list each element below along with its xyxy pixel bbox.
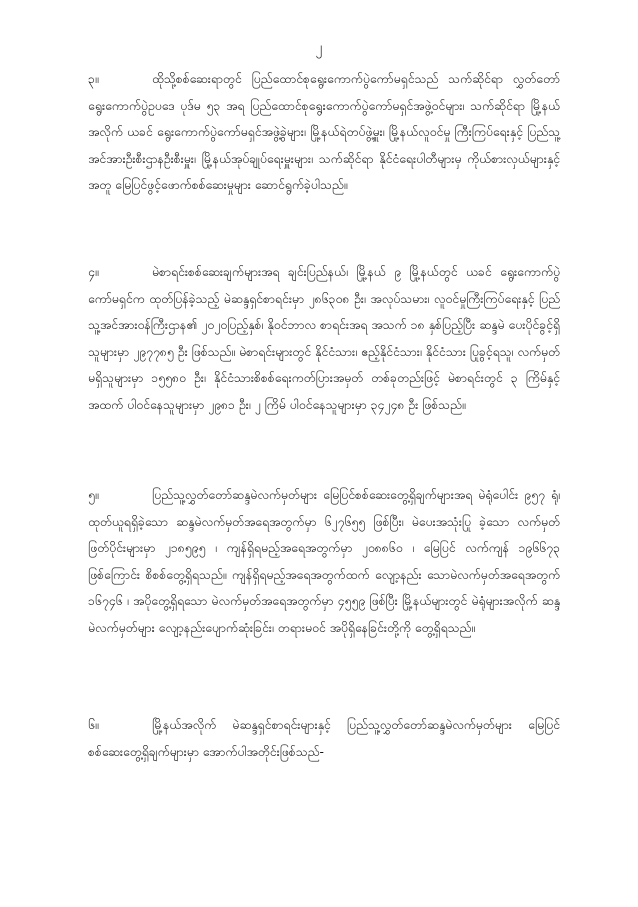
paragraph-number: ၅။ bbox=[88, 488, 99, 502]
paragraph-5 bbox=[88, 482, 560, 641]
paragraph-number: ၃။ bbox=[88, 72, 99, 86]
paragraph-number: ၆။ bbox=[88, 718, 99, 732]
paragraph-4 bbox=[88, 259, 560, 418]
paragraph-text: မြို့နယ်အလိုက် မဲဆန္ဒရှင်စာရင်းများနှင့် ပြည်သူ့လွှတ်တော်ဆန္ဒမဲလက်မှတ်များ မြေပြင် စစ်ဆေးတွေ့ရှိချက်များမှာ အောက်ပါအတိုင်းဖြစ်သည်- bbox=[88, 718, 560, 759]
paragraph-3 bbox=[88, 66, 560, 199]
page-number: ၂ bbox=[315, 40, 323, 56]
paragraph-number: ၄။ bbox=[88, 265, 99, 279]
paragraph-text: မဲစာရင်းစစ်ဆေးချက်များအရ ချင်းပြည်နယ်၊ မြို့နယ် ၉ မြို့နယ်တွင် ယခင် ရွေးကောက်ပွဲ ကော်မရှင်က ထုတ်ပြန်ခဲ့သည့် မဲဆန္ဒရှင်စာရင်းမှာ ၂၈၆၃၀၈ ဦး၊ အလုပ်သမား၊ လူဝင်မှုကြီးကြပ်ရေးနှင့် ပြည်သူ့အင်အားဝန်ကြီးဌာန၏ ၂၀၂၀ပြည့်နှစ်၊ နိုဝင်ဘာလ စာရင်းအရ အသက် ၁၈ နှစ်ပြည့်ပြီး ဆန္ဒမဲ ပေးပိုင်ခွင့်ရှိသူများမှာ ၂၉၇၇၈၅ ဦး ဖြစ်သည်။ မဲစာရင်းများတွင် နိုင်ငံသား၊ ဧည့်နိုင်ငံသား၊ နိုင်ငံသား ပြုခွင့်ရသူ၊ လက်မှတ်မရှိသူများမှာ ၁၅၅၈၀ ဦး၊ နိုင်ငံသားစိစစ်ရေးကတ်ပြားအမှတ် တစ်ခုတည်းဖြင့် မဲစာရင်းတွင် ၃ ကြိမ်နှင့်အထက် ပါဝင်နေသူများမှာ ၂၉၈၁ ဦး၊ ၂ ကြိမ် ပါဝင်နေသူများမှာ ၃၄၂၄၈ ဦး ဖြစ်သည်။ bbox=[88, 265, 560, 412]
paragraph-text: ထိုသို့စစ်ဆေးရာတွင် ပြည်ထောင်စုရွေးကောက်ပွဲကော်မရှင်သည် သက်ဆိုင်ရာ လွှတ်တော် ရွေးကောက်ပွဲဥပဒေ ပုဒ်မ ၅၃ အရ ပြည်ထောင်စုရွေးကောက်ပွဲကော်မရှင်အဖွဲ့ဝင်များ၊ သက်ဆိုင်ရာ မြို့နယ်အလိုက် ယခင် ရွေးကောက်ပွဲကော်မရှင်အဖွဲ့ခွဲများ၊ မြို့နယ်ရဲတပ်ဖွဲ့မှူး၊ မြို့နယ်လူဝင်မှု ကြီးကြပ်ရေးနှင့် ပြည်သူ့အင်အားဦးစီးဌာနဦးစီးမှူး၊ မြို့နယ်အုပ်ချုပ်ရေးမှူးများ၊ သက်ဆိုင်ရာ နိုင်ငံရေးပါတီများမှ ကိုယ်စားလှယ်များနှင့်အတူ မြေပြင်ဖွင့်ဖောက်စစ်ဆေးမှုများ ဆောင်ရွက်ခဲ့ပါသည်။ bbox=[88, 72, 560, 192]
paragraph-text: ပြည်သူ့လွှတ်တော်ဆန္ဒမဲလက်မှတ်များ မြေပြင်စစ်ဆေးတွေ့ရှိချက်များအရ မဲရုံပေါင်း ၉၅၇ ရုံ၊ ထုတ်ယူရရှိခဲ့သော ဆန္ဒမဲလက်မှတ်အရေအတွက်မှာ ၆၂၇၆၅၅ ဖြစ်ပြီး၊ မဲပေးအသုံးပြု ခဲ့သော လက်မှတ်ဖြတ်ပိုင်းများမှာ ၂၁၈၅၉၅ ၊ ကျန်ရှိရမည့်အရေအတွက်မှာ ၂၀၈၈၆၀ ၊ မြေပြင် လက်ကျန် ၁၉၆၆၇၃ ဖြစ်ကြောင်း စိစစ်တွေ့ရှိရသည်။ ကျန်ရှိရမည့်အရေအတွက်ထက် လျော့နည်း သောမဲလက်မှတ်အရေအတွက် ၁၆၇၄၆ ၊ အပိုတွေ့ရှိရသော မဲလက်မှတ်အရေအတွက်မှာ ၄၅၅၉ ဖြစ်ပြီး မြို့နယ်များတွင် မဲရုံများအလိုက် ဆန္ဒမဲလက်မှတ်များ လျော့နည်းပျောက်ဆုံးခြင်း၊ တရားမဝင် အပိုရှိနေခြင်းတို့ကို တွေ့ရှိရသည်။ bbox=[88, 488, 560, 635]
paragraph-6 bbox=[88, 712, 560, 765]
